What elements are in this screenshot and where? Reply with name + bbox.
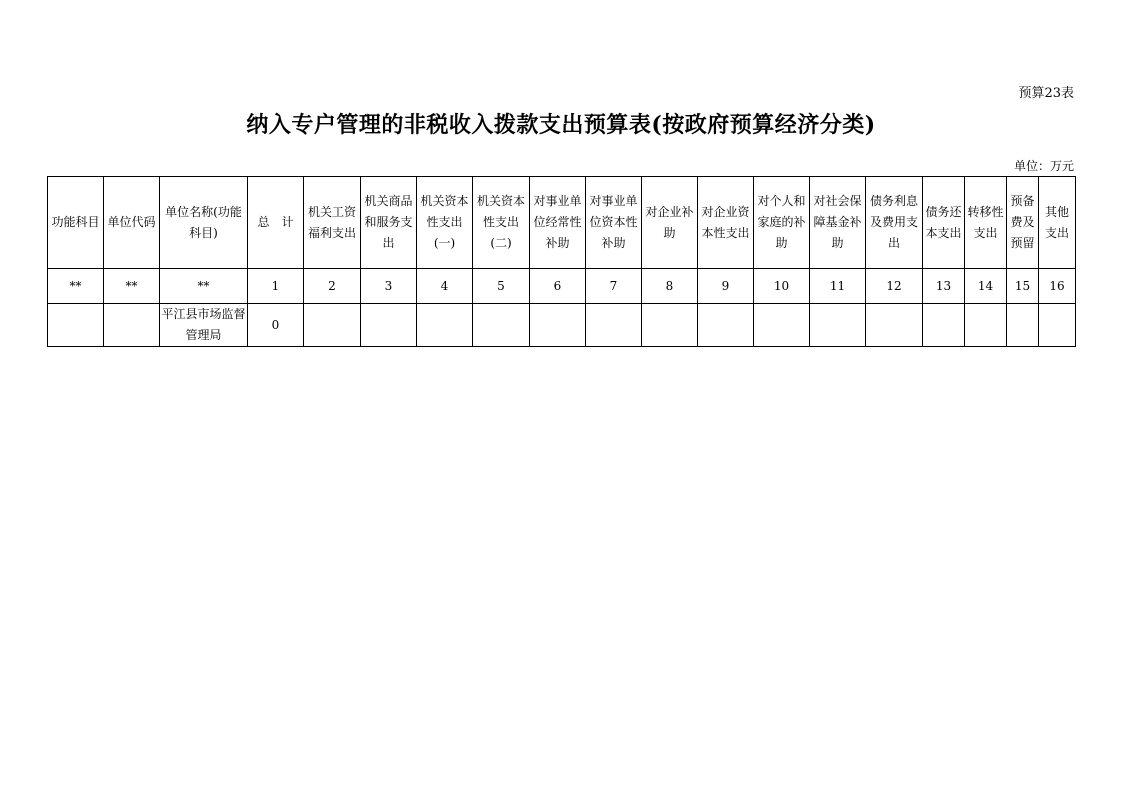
value-cell <box>1039 304 1076 347</box>
column-index: 14 <box>965 269 1007 304</box>
column-index: 2 <box>304 269 361 304</box>
column-index: 5 <box>473 269 530 304</box>
column-index: 9 <box>698 269 754 304</box>
column-header: 债务还本支出 <box>923 177 965 269</box>
unit-code-cell <box>104 304 160 347</box>
table-row <box>48 304 1076 347</box>
column-index: 1 <box>248 269 304 304</box>
column-index: 12 <box>866 269 923 304</box>
value-cell <box>698 304 754 347</box>
column-index: 4 <box>417 269 473 304</box>
column-header: 单位代码 <box>104 177 160 269</box>
column-index: 13 <box>923 269 965 304</box>
column-index: 7 <box>586 269 642 304</box>
column-index: ** <box>104 269 160 304</box>
column-index-row <box>48 269 1076 304</box>
column-header-row <box>48 177 1076 269</box>
value-cell <box>866 304 923 347</box>
column-header: 转移性支出 <box>965 177 1007 269</box>
column-header: 对企业补助 <box>642 177 698 269</box>
value-cell <box>810 304 866 347</box>
column-header: 债务利息及费用支出 <box>866 177 923 269</box>
value-cell <box>965 304 1007 347</box>
value-cell <box>417 304 473 347</box>
value-cell <box>1007 304 1039 347</box>
column-header: 对社会保障基金补助 <box>810 177 866 269</box>
value-cell <box>361 304 417 347</box>
column-header: 机关资本性支出(二) <box>473 177 530 269</box>
column-header: 单位名称(功能科目) <box>160 177 248 269</box>
column-header: 对企业资本性支出 <box>698 177 754 269</box>
column-index: ** <box>48 269 104 304</box>
column-index: 6 <box>530 269 586 304</box>
table-number: 预算23表 <box>1018 86 1074 101</box>
unit-name-cell: 平江县市场监督管理局 <box>160 304 248 347</box>
column-header: 对事业单位经常性补助 <box>530 177 586 269</box>
column-index: 15 <box>1007 269 1039 304</box>
value-cell <box>586 304 642 347</box>
value-cell <box>642 304 698 347</box>
column-index: ** <box>160 269 248 304</box>
value-cell <box>923 304 965 347</box>
column-header: 其他支出 <box>1039 177 1076 269</box>
document-title: 纳入专户管理的非税收入拨款支出预算表(按政府预算经济分类) <box>246 112 876 138</box>
column-index: 10 <box>754 269 810 304</box>
column-index: 16 <box>1039 269 1076 304</box>
column-header: 对事业单位资本性补助 <box>586 177 642 269</box>
value-cell <box>754 304 810 347</box>
column-header: 对个人和家庭的补助 <box>754 177 810 269</box>
column-header: 机关工资福利支出 <box>304 177 361 269</box>
column-header: 机关资本性支出(一) <box>417 177 473 269</box>
func-subject-cell <box>48 304 104 347</box>
column-index: 8 <box>642 269 698 304</box>
budget-table <box>47 176 1076 347</box>
column-header: 预备费及预留 <box>1007 177 1039 269</box>
total-cell: 0 <box>248 304 304 347</box>
column-header: 总 计 <box>248 177 304 269</box>
unit-note: 单位：万元 <box>1013 159 1074 173</box>
column-index: 11 <box>810 269 866 304</box>
column-header: 机关商品和服务支出 <box>361 177 417 269</box>
value-cell <box>530 304 586 347</box>
column-index: 3 <box>361 269 417 304</box>
value-cell <box>473 304 530 347</box>
value-cell <box>304 304 361 347</box>
column-header: 功能科目 <box>48 177 104 269</box>
